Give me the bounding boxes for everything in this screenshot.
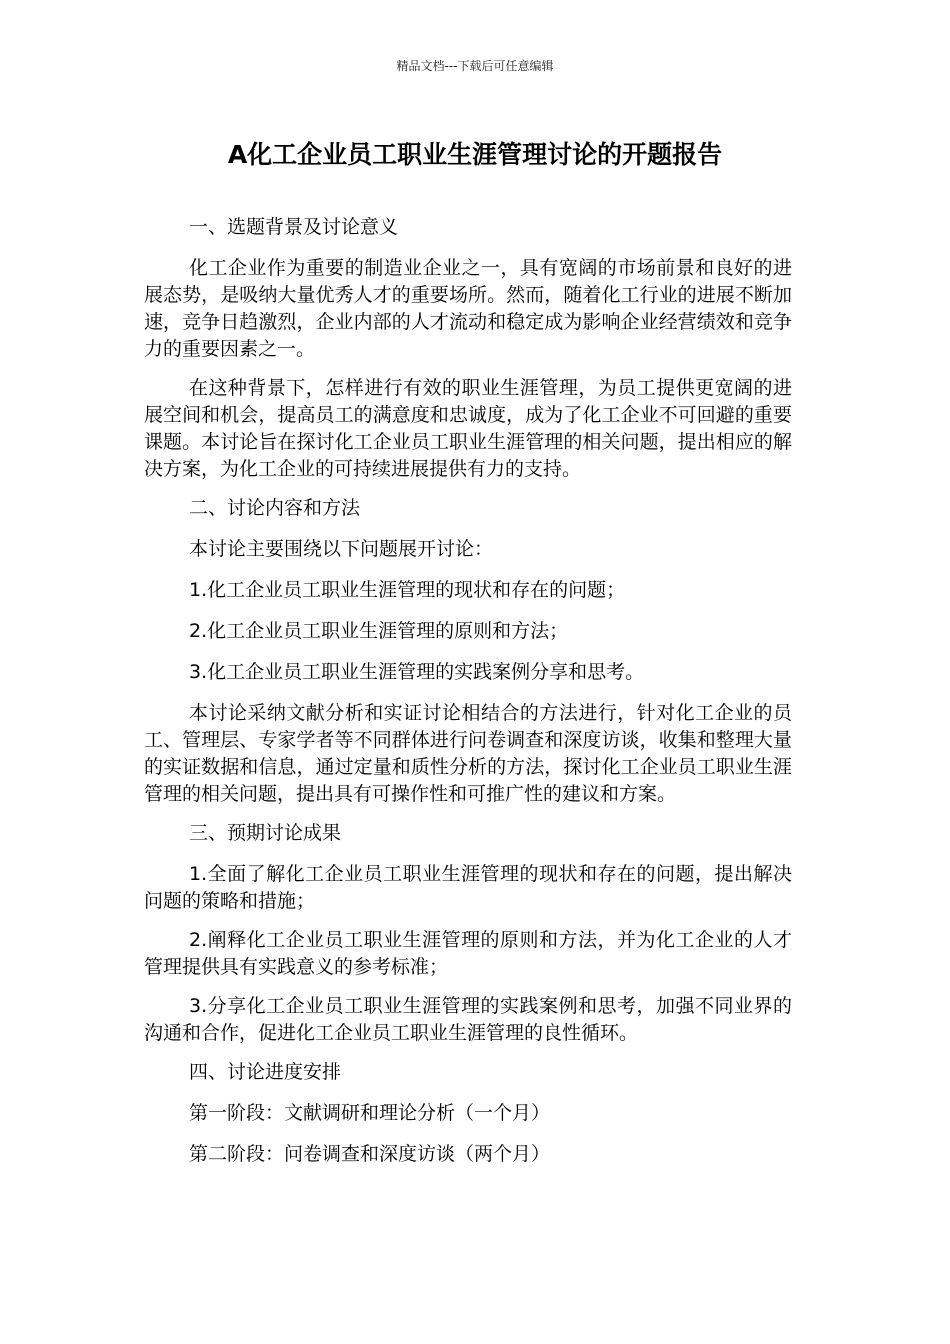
section-heading-content-method: 二、讨论内容和方法: [189, 497, 361, 519]
paragraph-research-intro: 本讨论主要围绕以下问题展开讨论：: [189, 538, 494, 560]
list-item-research-3: 3.化工企业员工职业生涯管理的实践案例分享和思考。: [189, 661, 645, 683]
list-item-result-2: 2.阐释化工企业员工职业生涯管理的原则和方法，并为化工企业的人才管理提供具有实践意义的参考标准；: [144, 929, 792, 978]
list-item-result-1: 1.全面了解化工企业员工职业生涯管理的现状和存在的问题，提出解决问题的策略和措施；: [144, 863, 792, 912]
schedule-phase-1: 第一阶段：文献调研和理论分析（一个月）: [189, 1102, 551, 1124]
section-heading-background: 一、选题背景及讨论意义: [189, 216, 399, 238]
section-heading-expected-results: 三、预期讨论成果: [189, 822, 342, 844]
list-item-result-3: 3.分享化工企业员工职业生涯管理的实践案例和思考，加强不同业界的沟通和合作，促进化工企业员工职业生涯管理的良性循环。: [144, 995, 792, 1044]
schedule-phase-2: 第二阶段：问卷调查和深度访谈（两个月）: [189, 1143, 551, 1165]
document-body: [144, 214, 792, 1182]
list-item-research-1: 1.化工企业员工职业生涯管理的现状和存在的问题；: [189, 579, 626, 601]
list-item-research-2: 2.化工企业员工职业生涯管理的原则和方法；: [189, 620, 569, 642]
paragraph-background-2: 在这种背景下，怎样进行有效的职业生涯管理，为员工提供更宽阔的进展空间和机会，提高员工的满意度和忠诚度，成为了化工企业不可回避的重要课题。本讨论旨在探讨化工企业员工职业生涯管理的相关问题，提出相应的解决方案，为化工企业的可持续进展提供有力的支持。: [144, 377, 792, 480]
paragraph-method: 本讨论采纳文献分析和实证讨论相结合的方法进行，针对化工企业的员工、管理层、专家学者等不同群体进行问卷调查和深度访谈，收集和整理大量的实证数据和信息，通过定量和质性分析的方法，探讨化工企业员工职业生涯管理的相关问题，提出具有可操作性和可推广性的建议和方案。: [144, 702, 792, 805]
paragraph-background-1: 化工企业作为重要的制造业企业之一，具有宽阔的市场前景和良好的进展态势，是吸纳大量优秀人才的重要场所。然而，随着化工行业的进展不断加速，竞争日趋激烈，企业内部的人才流动和稳定成为影响企业经营绩效和竞争力的重要因素之一。: [144, 257, 792, 360]
page-header: 精品文档---下载后可任意编辑: [396, 59, 554, 73]
section-heading-schedule: 四、讨论进度安排: [189, 1061, 342, 1083]
document-title: A化工企业员工职业生涯管理讨论的开题报告: [227, 140, 723, 169]
